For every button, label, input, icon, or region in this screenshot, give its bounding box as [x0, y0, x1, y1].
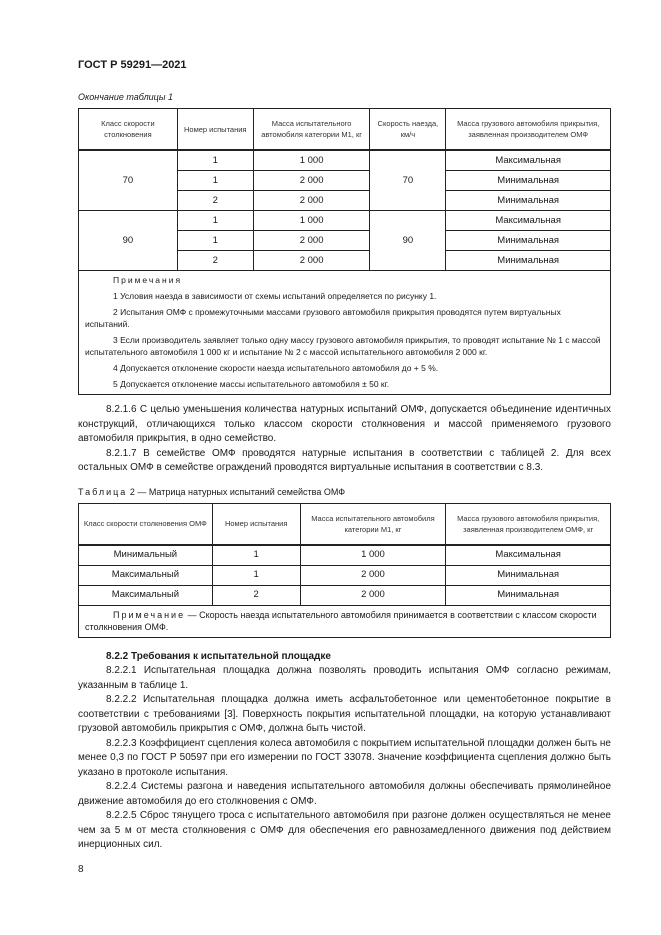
- cell: Максимальный: [79, 585, 213, 605]
- speed-class-cell: 90: [79, 211, 178, 271]
- cell: 2: [177, 251, 253, 271]
- note-text: — Скорость наезда испытательного автомобиля принимается в соответствии с классом скорости столкновения ОМФ.: [85, 609, 597, 632]
- cell: Минимальная: [446, 565, 611, 585]
- cell: Максимальный: [79, 565, 213, 585]
- cell: Минимальная: [446, 171, 611, 191]
- cell: 1: [177, 171, 253, 191]
- cell: 2 000: [300, 565, 446, 585]
- cell: 2 000: [253, 231, 370, 251]
- table-row: [79, 545, 611, 566]
- paragraph: 8.2.2.1 Испытательная площадка должна позволять проводить испытания ОМФ согласно режимам, указанным в таблице 1.: [78, 665, 611, 691]
- cell: Минимальная: [446, 251, 611, 271]
- cell: 1: [177, 150, 253, 171]
- paragraph: 8.2.1.6 С целью уменьшения количества натурных испытаний ОМФ, допускается объединение идентичных конструкций, отличающихся только классом скорости столкновения и массой применяемого грузового автомобиля прикрытия, в одно семейство.: [78, 404, 611, 444]
- cell: 2: [212, 585, 300, 605]
- cell: 2 000: [253, 191, 370, 211]
- notes-row: [79, 271, 611, 395]
- table1-notes: [79, 271, 611, 395]
- speed-cell: 90: [370, 211, 446, 271]
- note-item: 5 Допускается отклонение массы испытательного автомобиля ± 50 кг.: [113, 379, 390, 389]
- paragraph: 8.2.2.2 Испытательная площадка должна иметь асфальтобетонное или цементобетонное покрытие в соответствии с требованиями [3]. Поверхность покрытия испытательной площадки, на которую устанавливают грузовой автомобиль прикрытия с ОМФ, должна быть чистой.: [78, 694, 611, 734]
- table-label: Таблица: [78, 486, 128, 497]
- notes-row: [79, 605, 611, 637]
- cell: 1: [177, 231, 253, 251]
- cell: Минимальный: [79, 545, 213, 566]
- table-2: [78, 503, 611, 638]
- cell: 1 000: [253, 211, 370, 231]
- cell: 1: [177, 211, 253, 231]
- cell: 2 000: [253, 171, 370, 191]
- paragraph: 8.2.2.5 Сброс тянущего троса с испытательного автомобиля при разгоне должен осуществляться не менее чем за 5 м от места столкновения с ОМФ для обеспечения его равнозамедленного движения под действием инерционных сил.: [78, 810, 611, 850]
- paragraphs-8-2-1: [78, 403, 611, 476]
- paragraph: 8.2.1.7 В семействе ОМФ проводятся натурные испытания в соответствии с таблицей 2. Для всех остальных ОМФ в семействе ограждений проводятся виртуальные испытания в соответствии с 8.3.: [78, 447, 611, 473]
- table2-note: [79, 605, 611, 637]
- cell: 1 000: [300, 545, 446, 566]
- column-header: Номер испытания: [212, 503, 300, 545]
- page-number: 8: [78, 863, 84, 875]
- paragraph: 8.2.2.4 Системы разгона и наведения испытательного автомобиля должны обеспечивать прямолинейное движение автомобиля до его столкновения с ОМФ.: [78, 781, 611, 807]
- note-item: 3 Если производитель заявляет только одну массу грузового автомобиля прикрытия, то проводят испытание № 1 с массой испытательного автомобиля 1 000 кг и испытание № 2 с массой испытательного автомобиля 2 000 кг.: [85, 335, 601, 357]
- cell: 1 000: [253, 150, 370, 171]
- section-title: 8.2.2 Требования к испытательной площадке: [106, 650, 331, 662]
- cell: Минимальная: [446, 585, 611, 605]
- note-item: 2 Испытания ОМФ с промежуточными массами грузового автомобиля прикрытия проводятся путем виртуальных испытаний.: [85, 307, 561, 329]
- column-header: Масса грузового автомобиля прикрытия, заявленная производителем ОМФ: [446, 109, 611, 151]
- table1-caption: Окончание таблицы 1: [78, 92, 173, 102]
- column-header: Масса грузового автомобиля прикрытия, заявленная производителем ОМФ, кг: [446, 503, 611, 545]
- cell: 2 000: [253, 251, 370, 271]
- table-1: [78, 108, 611, 395]
- cell: 1: [212, 565, 300, 585]
- table-row: [79, 585, 611, 605]
- speed-cell: 70: [370, 150, 446, 211]
- notes-title: Примечания: [113, 275, 183, 285]
- note-item: 4 Допускается отклонение скорости наезда испытательного автомобиля до + 5 %.: [113, 363, 439, 373]
- table-header-row: [79, 109, 611, 151]
- column-header: Класс скорости столкновения: [79, 109, 178, 151]
- cell: Максимальная: [446, 211, 611, 231]
- cell: Минимальная: [446, 231, 611, 251]
- column-header: Класс скорости столкновения ОМФ: [79, 503, 213, 545]
- table-row: [79, 565, 611, 585]
- column-header: Скорость наезда, км/ч: [370, 109, 446, 151]
- speed-class-cell: 70: [79, 150, 178, 211]
- table-row: [79, 211, 611, 231]
- table2-caption: [78, 486, 611, 498]
- table-title: 2 — Матрица натурных испытаний семейства ОМФ: [129, 486, 346, 497]
- cell: 1: [212, 545, 300, 566]
- table-row: [79, 150, 611, 171]
- document-header: ГОСТ Р 59291—2021: [78, 59, 187, 71]
- column-header: Массa испытательного автомобиля категории М1, кг: [253, 109, 370, 151]
- cell: 2 000: [300, 585, 446, 605]
- column-header: Масса испытательного автомобиля категории М1, кг: [300, 503, 446, 545]
- section-8-2-2: [78, 650, 611, 853]
- note-item: 1 Условия наезда в зависимости от схемы испытаний определяется по рисунку 1.: [113, 291, 437, 301]
- note-label: Примечание: [113, 609, 186, 620]
- cell: 2: [177, 191, 253, 211]
- column-header: Номер испытания: [177, 109, 253, 151]
- cell: Максимальная: [446, 545, 611, 566]
- paragraph: 8.2.2.3 Коэффициент сцепления колеса автомобиля с покрытием испытательной площадки должен быть не менее 0,3 по ГОСТ Р 50597 при его измерении по ГОСТ 33078. Значение коэффициента сцепления должно быть указано в протоколе испытания.: [78, 737, 611, 778]
- cell: Минимальная: [446, 191, 611, 211]
- table-header-row: [79, 503, 611, 545]
- cell: Максимальная: [446, 150, 611, 171]
